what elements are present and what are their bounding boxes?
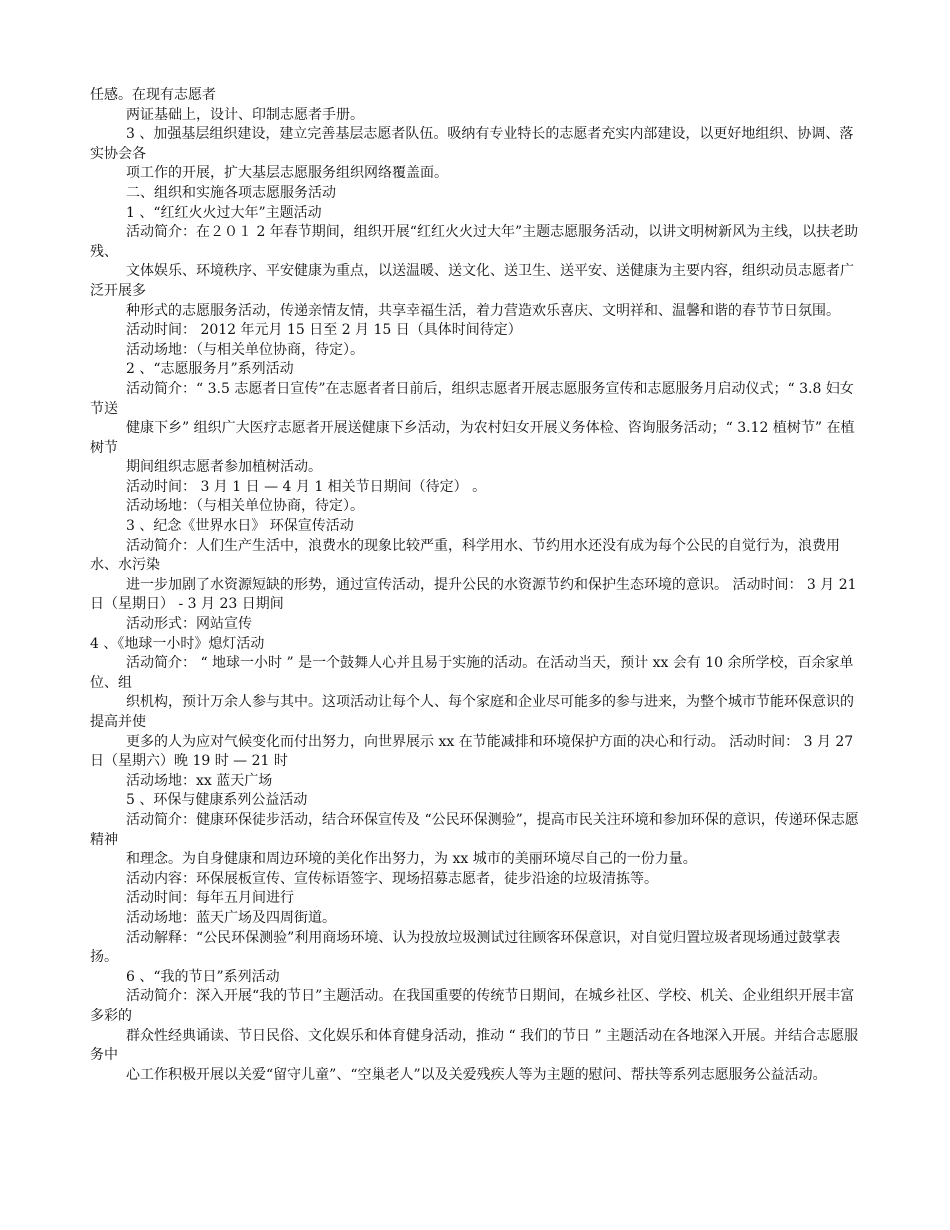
paragraph: 活动形式：网站宣传 — [126, 616, 252, 633]
paragraph: 和理念。为自身健康和周边环境的美化作出努力，为 xx 城市的美丽环境尽自己的一份力量。 — [126, 851, 697, 868]
paragraph: 活动解释：“公民环保测验”利用商场环境、认为投放垃圾测试过往顾客环保意识，对自觉归置垃圾者现场通过鼓掌表扬。 — [90, 929, 841, 966]
paragraph: 任感。在现有志愿者 — [90, 87, 216, 103]
paragraph: 活动简介：深入开展“我的节日”主题活动。在我国重要的传统节日期间，在城乡社区、学校、机关、企业组织开展丰富多彩的 — [90, 988, 855, 1024]
paragraph: 6 、“我的节日”系列活动 — [126, 968, 280, 985]
paragraph: 活动简介： “ 地球一小时 ” 是一个鼓舞人心并且易于实施的活动。在活动当天，预计 xx 会有 10 余所学校，百余家单位、组 — [90, 655, 854, 691]
paragraph: 活动场地：（与相关单位协商，待定）。 — [126, 341, 364, 358]
paragraph: 两证基础上，设计、印制志愿者手册。 — [126, 106, 364, 123]
paragraph: 活动时间：每年五月间进行 — [126, 890, 294, 907]
paragraph: 群众性经典诵读、节日民俗、文化娱乐和体育健身活动，推动 “ 我们的节日 ” 主题活动在各地深入开展。并结合志愿服务中 — [90, 1027, 859, 1064]
paragraph: 文体娱乐、环境秩序、平安健康为重点，以送温暖、送文化、送卫生、送平安、送健康为主要内容，组织动员志愿者广泛开展多 — [90, 263, 854, 299]
paragraph: 活动简介：在２０１ 2 年春节期间，组织开展“红红火火过大年”主题志愿服务活动，以讲文明树新风为主线，以扶老助残、 — [90, 224, 859, 260]
paragraph: 1 、“红红火火过大年”主题活动 — [126, 204, 322, 221]
paragraph: 活动时间： 3 月 1 日 — 4 月 1 相关节日期间（待定） 。 — [126, 478, 487, 495]
paragraph: 进一步加剧了水资源短缺的形势，通过宣传活动，提升公民的水资源节约和保护生态环境的意识。 活动时间： 3 月 21 日（星期日） - 3 月 23 日期间 — [90, 576, 861, 613]
paragraph: 活动场地：（与相关单位协商，待定）。 — [126, 498, 364, 515]
document-body — [90, 86, 860, 1085]
paragraph: 3 、加强基层组织建设，建立完善基层志愿者队伍。吸纳有专业特长的志愿者充实内部建设，以更好地组织、协调、落实协会各 — [90, 126, 854, 162]
paragraph: 活动简介：健康环保徒步活动，结合环保宣传及 “公民环保测验”，提高市民关注环境和参加环保的意识，传递环保志愿精神 — [90, 811, 859, 848]
paragraph: 心工作积极开展以关爱“留守儿童”、“空巢老人”以及关爱残疾人等为主题的慰问、帮扶等系列志愿服务公益活动。 — [126, 1066, 827, 1083]
paragraph: 活动场地：xx 蓝天广场 — [126, 772, 273, 789]
paragraph: 2 、“志愿服务月”系列活动 — [126, 361, 294, 378]
paragraph: 活动简介：“ 3.5 志愿者日宣传”在志愿者者日前后，组织志愿者开展志愿服务宣传和志愿服务月启动仪式；“ 3.8 妇女节送 — [90, 380, 854, 417]
paragraph: 5 、环保与健康系列公益活动 — [126, 792, 308, 809]
paragraph: 二、组织和实施各项志愿服务活动 — [126, 184, 336, 201]
paragraph: 健康下乡” 组织广大医疗志愿者开展送健康下乡活动，为农村妇女开展义务体检、咨询服务活动；“ 3.12 植树节” 在植树节 — [90, 420, 855, 456]
paragraph: 期间组织志愿者参加植树活动。 — [126, 459, 322, 476]
paragraph: 种形式的志愿服务活动，传递亲情友情，共享幸福生活，着力营造欢乐喜庆、文明祥和、温馨和谐的春节节日氛围。 — [126, 302, 840, 319]
paragraph: 活动简介：人们生产生活中，浪费水的现象比较严重，科学用水、节约用水还没有成为每个公民的自觉行为，浪费用水、水污染 — [90, 537, 840, 574]
paragraph: 织机构，预计万余人参与其中。这项活动让每个人、每个家庭和企业尽可能多的参与进来，为整个城市节能环保意识的提高并使 — [90, 694, 854, 730]
paragraph: 项工作的开展，扩大基层志愿服务组织网络覆盖面。 — [126, 165, 448, 182]
paragraph: 活动时间： 2012 年元月 15 日至 2 月 15 日（具体时间待定） — [126, 322, 522, 339]
paragraph: 活动场地：蓝天广场及四周街道。 — [126, 909, 336, 926]
paragraph: 更多的人为应对气候变化而付出努力，向世界展示 xx 在节能减排和环境保护方面的决心和行动。 活动时间： 3 月 27 日（星期六）晚 19 时 — 21 时 — [90, 733, 858, 770]
paragraph: 活动内容：环保展板宣传、宣传标语签字、现场招募志愿者，徒步沿途的垃圾清拣等。 — [126, 870, 658, 887]
paragraph: 3 、纪念《世界水日》 环保宣传活动 — [126, 518, 354, 535]
paragraph: 4 、《地球一小时》熄灯活动 — [90, 635, 265, 652]
